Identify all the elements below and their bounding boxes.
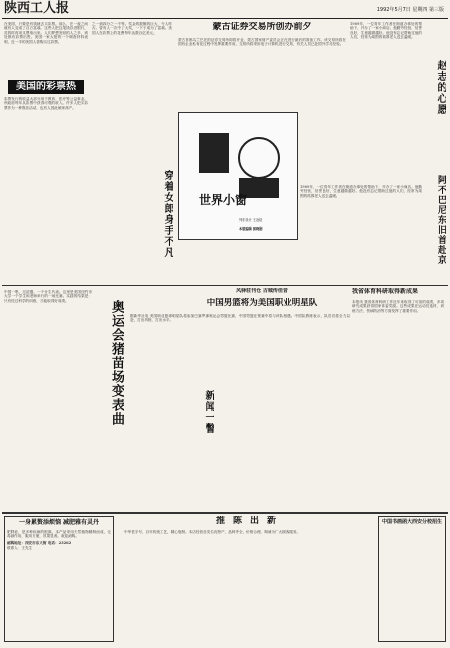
right-bottom-title: 我省体育科研取得新成果 xyxy=(352,288,419,295)
right-bottom-title-box xyxy=(352,288,444,298)
right-article xyxy=(350,22,422,180)
center-article xyxy=(178,38,346,110)
ad-box xyxy=(4,516,114,642)
left-top-article xyxy=(4,22,88,78)
center-title-box xyxy=(178,22,346,36)
ad-contact: 邮购地址：西安市东大街 电话：23262 xyxy=(7,541,72,546)
right-vertical-title: 赵志的心愿 xyxy=(435,60,446,115)
right-text: 1989年，一位青年工作者在街道办事处的帮助下，开办了一家小商店。他勤劳经营，信誉良好，生意越做越好。他没有忘记帮助过他的人们，经常为周围的孤寡老人送去温暖。 xyxy=(350,22,422,40)
ad-phone: 联系人：王先生 xyxy=(7,545,33,550)
cartoon-panel xyxy=(178,112,298,240)
col2-text: 之一到四分之一不等。奖金的数额的巨大，令人咋舌。曾有人一次中了大奖，一下子成为了富翁。美国人在彩票上的花费每年达数百亿美元。 xyxy=(92,22,172,35)
bottom-text: 中华老字号，百年传统工艺，精心炮制。本店经营各类名优特产，品种齐全，价格合理，竭诚为广大顾客服务。 xyxy=(124,530,301,534)
bottom-right-box xyxy=(378,516,446,642)
center-text: 蒙古首都乌兰巴托的证券交易所即将开业，蒙古国家财产委员会正在进行最后的准备工作。该交易所将在国有企业私有化过程中发挥重要作用。交易所将采用电子计算机进行交易，有关人员已赴国外学习经验。 xyxy=(178,38,346,47)
left-mid-text: 彩票发行的收益大部分用于教育、医疗等公益事业。州政府每年从彩票中获得可观的收入。许多人把买彩票作为一种娱乐活动，也有人因此倾家荡产。 xyxy=(4,97,88,110)
right-bottom-article xyxy=(352,300,444,485)
cartoon-title: 世界小窗 xyxy=(199,193,248,207)
right-mid-text: 1989年，一位青年工作者在街道办事处的帮助下，开办了一家小商店。他勤劳经营，信誉良好，生意越做越好。他没有忘记帮助过他的人们，经常为周围的孤寡老人送去温暖。 xyxy=(300,185,422,198)
bottom-title: 推陈出新 xyxy=(215,516,284,526)
xu-vertical-title: 新闻一瞥 xyxy=(203,390,214,434)
sports-text: 据新华社电 美国职业篮球明星队将参加巴塞罗那奥运会男篮比赛，中国男篮在预赛中将与该队相遇。中国队教练表示，队员们将全力以赴，打出风格，打出水平。 xyxy=(130,314,350,323)
ad-text: 肥胖症，是多种疾病的根源。本产品采用天然植物精制而成，无毒副作用，服用方便，效果显著。欢迎函购。 xyxy=(7,529,111,538)
ad-title: 一身累赘添烦恼 减肥雅有灵丹 xyxy=(18,519,100,526)
ad-vertical-title: 奥运会猪苗场变表曲 xyxy=(109,300,124,426)
cartoon-credit: 本版编辑 郭晓刚 xyxy=(239,227,263,231)
center-title: 蒙古证券交易所创办前夕 xyxy=(212,22,312,32)
masthead: 陕西工人报 xyxy=(4,1,70,16)
left-title: 美国的彩票热 xyxy=(16,81,76,92)
poem-vertical-title: 穿着女郎身手不凡 xyxy=(162,170,173,258)
left-mid-article xyxy=(4,97,88,167)
dateline: 1992年5月7日 星期四 第三版 xyxy=(376,7,444,13)
divider xyxy=(2,285,448,286)
bottom-article xyxy=(124,530,374,642)
cartoon-caption: 列东设计 王沧绘 xyxy=(239,218,263,222)
divider-bottom xyxy=(2,512,448,514)
right-mid-article xyxy=(300,185,422,240)
left-top-text: 在美国，只要是有钱就去买彩票。那么，在一夜之间就有人变成了百万富翁。这些人把这笔钱存进银行，花钱时再用支票取出来。人们梦想发财的人之多，到处都有彩票出售。美国一家大报的一个调查材料表明，近一半的美国人曾购买过彩票。 xyxy=(4,22,88,44)
col2-article xyxy=(92,22,172,167)
left-title-box xyxy=(8,80,84,94)
bottom-title-box xyxy=(130,516,370,528)
sports-small-title: 风驿驻刊仓 古城传佳音 xyxy=(236,288,288,294)
masthead-bar xyxy=(2,1,448,19)
sports-article xyxy=(130,314,350,484)
right-bottom-text: 本报讯 我省体育科研工作近年来取得了可喜的成绩，多项研究成果获得国家体委奖励。这些成果在运动员选材、训练方法、伤病防治等方面发挥了重要作用。 xyxy=(352,300,444,313)
sports-title-box xyxy=(178,298,346,312)
right-vertical-title-2: 阿不巴尼东旧首赴京 xyxy=(436,175,446,265)
sports-title: 中国男篮将为美国职业明星队 xyxy=(206,298,318,308)
left-bottom-article xyxy=(4,290,92,490)
sports-small-title-box xyxy=(178,288,346,298)
bottom-right-title: 中国书画函大西安分校招生 xyxy=(381,519,442,525)
left-bottom-text: 中国一集，过滤器，一个计生代表。这里是美国纽约市大学一个学生和老师举行的一场比赛。实践的结果是：只有经过科学的训练，才能取得好成绩。 xyxy=(4,290,92,303)
